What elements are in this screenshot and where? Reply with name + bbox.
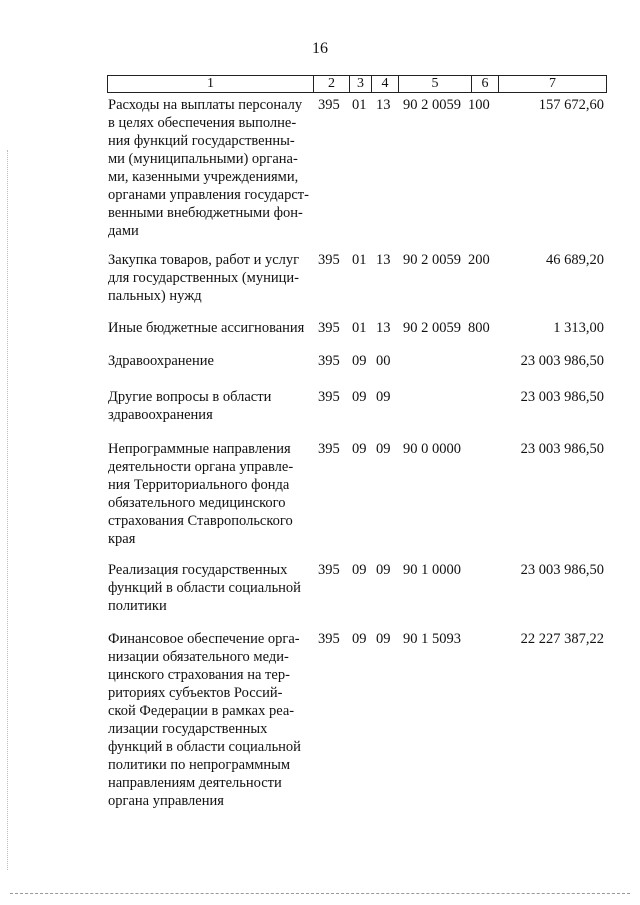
row-name-line: Расходы на выплаты персоналу xyxy=(108,97,303,113)
cell-col-5: 90 0 0000 xyxy=(403,441,461,457)
row-name xyxy=(108,96,313,240)
row-name-line: лизации государственных xyxy=(108,721,268,737)
cell-col-3: 09 xyxy=(352,389,367,405)
row-name-line: цинского страхования на тер- xyxy=(108,667,290,683)
row-name-line: ния функций государственны- xyxy=(108,133,295,149)
row-name-line: Непрограммные направления xyxy=(108,441,291,457)
cell-col-7: 22 227 387,22 xyxy=(520,631,604,647)
cell-col-7: 157 672,60 xyxy=(538,97,604,113)
header-col-4: 4 xyxy=(371,76,398,92)
row-name-line: низации обязательного меди- xyxy=(108,649,289,665)
row-name-line: края xyxy=(108,531,136,547)
row-name-line: риториях субъектов Россий- xyxy=(108,685,283,701)
row-name-line: ми (муниципальными) органа- xyxy=(108,151,298,167)
row-name-line: ской Федерации в рамках реа- xyxy=(108,703,295,719)
cell-col-5: 90 1 5093 xyxy=(403,631,461,647)
row-name-line: Иные бюджетные ассигнования xyxy=(108,320,305,336)
header-col-2: 2 xyxy=(313,76,349,92)
row-name xyxy=(108,388,313,424)
row-name-line: страхования Ставропольского xyxy=(108,513,293,529)
cell-col-2: 395 xyxy=(318,353,340,369)
row-name-line: политики xyxy=(108,598,167,614)
row-name-line: ния Территориального фонда xyxy=(108,477,290,493)
row-name-line: функций в области социальной xyxy=(108,580,301,596)
row-name-line: Здравоохранение xyxy=(108,353,214,369)
row-name xyxy=(108,630,313,810)
cell-col-5: 90 2 0059 xyxy=(403,252,461,268)
cell-col-4: 09 xyxy=(376,631,391,647)
cell-col-3: 09 xyxy=(352,353,367,369)
cell-col-7: 23 003 986,50 xyxy=(520,353,604,369)
row-name-line: направлениям деятельности xyxy=(108,775,282,791)
row-name-line: в целях обеспечения выполне- xyxy=(108,115,297,131)
cell-col-2: 395 xyxy=(318,562,340,578)
page-bottom-line xyxy=(10,893,630,894)
cell-col-5: 90 1 0000 xyxy=(403,562,461,578)
row-name xyxy=(108,440,313,548)
row-name-line: Реализация государственных xyxy=(108,562,288,578)
cell-col-3: 09 xyxy=(352,441,367,457)
cell-col-3: 09 xyxy=(352,562,367,578)
row-name-line: органа управления xyxy=(108,793,224,809)
cell-col-5: 90 2 0059 xyxy=(403,97,461,113)
row-name-line: Другие вопросы в области xyxy=(108,389,272,405)
row-name-line: политики по непрограммным xyxy=(108,757,291,773)
cell-col-7: 23 003 986,50 xyxy=(520,441,604,457)
row-name-line: Финансовое обеспечение орга- xyxy=(108,631,300,647)
header-col-3: 3 xyxy=(349,76,371,92)
cell-col-3: 01 xyxy=(352,97,367,113)
header-col-1: 1 xyxy=(207,76,214,91)
cell-col-6: 200 xyxy=(468,252,490,268)
row-name xyxy=(108,352,313,370)
row-name-line: функций в области социальной xyxy=(108,739,301,755)
cell-col-7: 23 003 986,50 xyxy=(520,562,604,578)
cell-col-4: 09 xyxy=(376,441,391,457)
row-name-line: ми, казенными учреждениями, xyxy=(108,169,299,185)
cell-col-2: 395 xyxy=(318,441,340,457)
row-name xyxy=(108,561,313,615)
row-name-line: Закупка товаров, работ и услуг xyxy=(108,252,300,268)
cell-col-4: 13 xyxy=(376,97,391,113)
row-name-line: обязательного медицинского xyxy=(108,495,286,511)
row-name-line: здравоохранения xyxy=(108,407,213,423)
cell-col-7: 1 313,00 xyxy=(553,320,604,336)
row-name-line: деятельности органа управле- xyxy=(108,459,294,475)
cell-col-2: 395 xyxy=(318,389,340,405)
cell-col-4: 09 xyxy=(376,389,391,405)
cell-col-6: 100 xyxy=(468,97,490,113)
scan-margin-mark xyxy=(7,150,9,870)
page-number: 16 xyxy=(312,40,328,57)
header-col-7: 7 xyxy=(498,76,606,92)
row-name-line: органами управления государст- xyxy=(108,187,309,203)
cell-col-7: 46 689,20 xyxy=(546,252,604,268)
cell-col-7: 23 003 986,50 xyxy=(520,389,604,405)
row-name-line: дами xyxy=(108,223,139,239)
cell-col-4: 09 xyxy=(376,562,391,578)
row-name-line: для государственных (муници- xyxy=(108,270,299,286)
cell-col-4: 00 xyxy=(376,353,391,369)
cell-col-3: 01 xyxy=(352,252,367,268)
cell-col-5: 90 2 0059 xyxy=(403,320,461,336)
cell-col-6: 800 xyxy=(468,320,490,336)
header-col-6: 6 xyxy=(471,76,498,92)
cell-col-4: 13 xyxy=(376,252,391,268)
row-name-line: венными внебюджетными фон- xyxy=(108,205,303,221)
cell-col-2: 395 xyxy=(318,320,340,336)
header-col-5: 5 xyxy=(398,76,471,92)
cell-col-3: 01 xyxy=(352,320,367,336)
row-name xyxy=(108,251,313,305)
cell-col-2: 395 xyxy=(318,252,340,268)
cell-col-2: 395 xyxy=(318,631,340,647)
cell-col-4: 13 xyxy=(376,320,391,336)
cell-col-3: 09 xyxy=(352,631,367,647)
row-name xyxy=(108,319,313,337)
row-name-line: пальных) нужд xyxy=(108,288,202,304)
cell-col-2: 395 xyxy=(318,97,340,113)
